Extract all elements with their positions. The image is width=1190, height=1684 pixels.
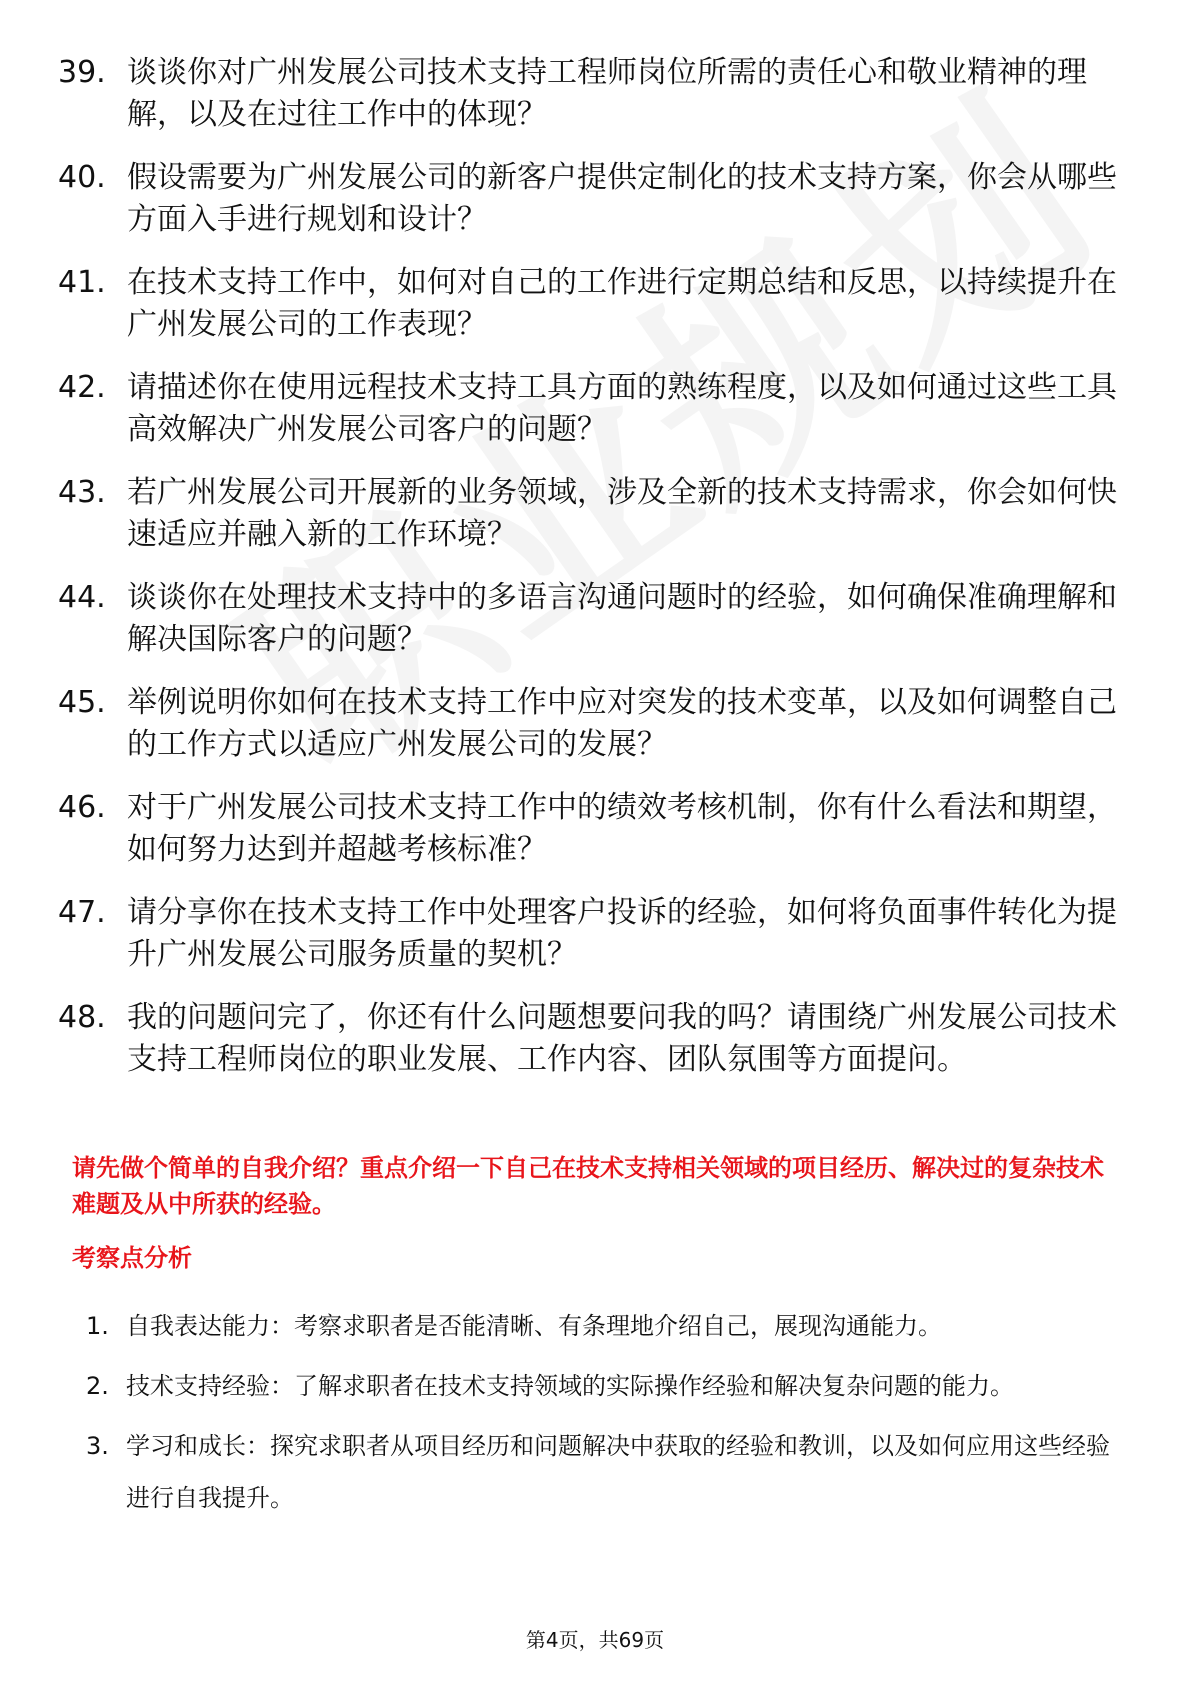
analysis-number: 1. [86,1312,109,1340]
question-text: 请分享你在技术支持工作中处理客户投诉的经验，如何将负面事件转化为提升广州发展公司服务质量的契机？ [127,895,1117,972]
analysis-number: 3. [86,1432,109,1460]
analysis-title: 考察点分析 [72,1244,192,1272]
question-number: 40. [58,160,106,195]
question-number: 41. [58,265,106,300]
analysis-text: 自我表达能力：考察求职者是否能清晰、有条理地介绍自己，展现沟通能力。 [126,1312,942,1340]
analysis-list [0,1300,1190,1532]
analysis-number: 2. [86,1372,109,1400]
question-item [0,682,1190,766]
question-text: 我的问题问完了，你还有什么问题想要问我的吗？请围绕广州发展公司技术支持工程师岗位的职业发展、工作内容、团队氛围等方面提问。 [127,1000,1117,1077]
question-text: 对于广州发展公司技术支持工作中的绩效考核机制，你有什么看法和期望，如何努力达到并超越考核标准？ [127,790,1117,867]
question-number: 46. [58,790,106,825]
analysis-item [0,1300,1190,1352]
question-text: 请描述你在使用远程技术支持工具方面的熟练程度，以及如何通过这些工具高效解决广州发展公司客户的问题？ [127,370,1117,447]
question-text: 谈谈你对广州发展公司技术支持工程师岗位所需的责任心和敬业精神的理解，以及在过往工作中的体现？ [127,55,1087,132]
analysis-item [0,1420,1190,1524]
question-number: 47. [58,895,106,930]
analysis-text: 技术支持经验：了解求职者在技术支持领域的实际操作经验和解决复杂问题的能力。 [126,1372,1014,1400]
analysis-item [0,1360,1190,1412]
question-item [0,997,1190,1081]
question-list [0,52,1190,1102]
question-item [0,157,1190,241]
question-number: 39. [58,55,106,90]
question-item [0,472,1190,556]
question-item [0,52,1190,136]
question-item [0,262,1190,346]
question-number: 42. [58,370,106,405]
question-text: 举例说明你如何在技术支持工作中应对突发的技术变革，以及如何调整自己的工作方式以适应广州发展公司的发展？ [127,685,1117,762]
question-item [0,367,1190,451]
question-item [0,892,1190,976]
highlight-question: 请先做个简单的自我介绍？重点介绍一下自己在技术支持相关领域的项目经历、解决过的复杂技术难题及从中所获的经验。 [72,1154,1104,1218]
question-number: 48. [58,1000,106,1035]
question-number: 43. [58,475,106,510]
page-footer: 第4页，共69页 [525,1628,665,1652]
question-item [0,787,1190,871]
question-text: 在技术支持工作中，如何对自己的工作进行定期总结和反思，以持续提升在广州发展公司的工作表现？ [127,265,1117,342]
question-item [0,577,1190,661]
question-text: 谈谈你在处理技术支持中的多语言沟通问题时的经验，如何确保准确理解和解决国际客户的问题？ [127,580,1117,657]
analysis-text: 学习和成长：探究求职者从项目经历和问题解决中获取的经验和教训，以及如何应用这些经验进行自我提升。 [126,1432,1110,1512]
question-text: 若广州发展公司开展新的业务领域，涉及全新的技术支持需求，你会如何快速适应并融入新的工作环境？ [127,475,1117,552]
question-text: 假设需要为广州发展公司的新客户提供定制化的技术支持方案，你会从哪些方面入手进行规划和设计？ [127,160,1117,237]
question-number: 45. [58,685,106,720]
question-number: 44. [58,580,106,615]
